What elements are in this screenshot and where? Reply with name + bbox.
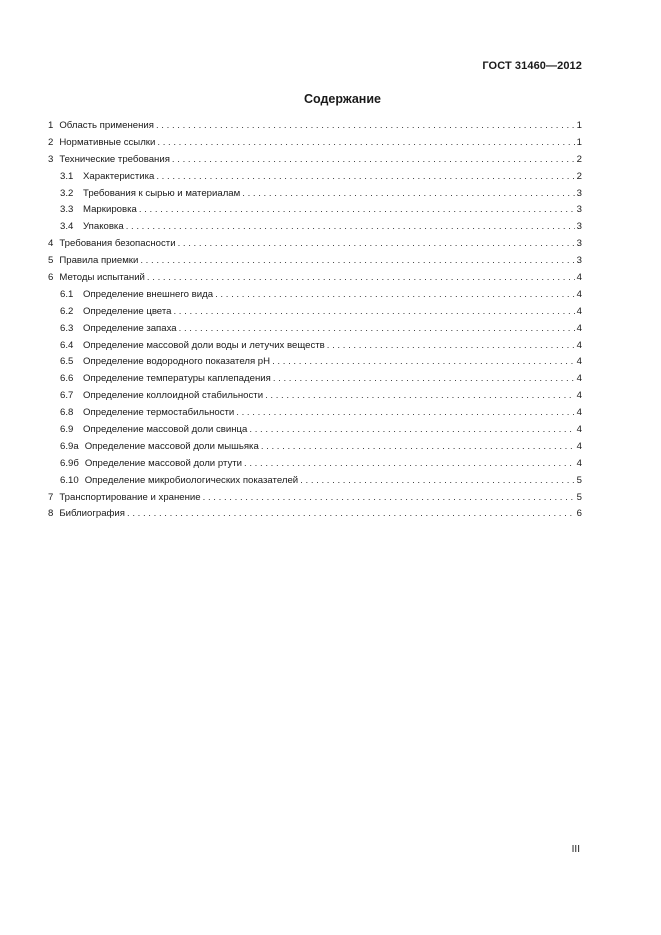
toc-leader-dots [147, 270, 575, 287]
toc-entry-label [48, 152, 170, 169]
toc-entry-label [60, 388, 263, 405]
toc-entry-number: 6.9б [60, 457, 79, 469]
toc-entry-label [60, 439, 259, 456]
toc-entry-page: 4 [576, 424, 582, 436]
toc-entry-page: 4 [576, 457, 582, 469]
toc-leader-dots [273, 371, 575, 388]
toc-leader-dots [215, 287, 575, 304]
toc-entry-label [60, 186, 240, 203]
document-code: ГОСТ 31460—2012 [482, 60, 582, 72]
toc-entry-label [60, 354, 270, 371]
toc-entry-label [48, 253, 138, 270]
toc-entry-page: 4 [576, 288, 582, 300]
toc-entry-page: 4 [576, 440, 582, 452]
toc-entry-page: 5 [576, 491, 582, 503]
toc-entry-text: Определение цвета [83, 305, 172, 317]
toc-entry-page: 3 [576, 187, 582, 199]
toc-entry[interactable] [48, 135, 582, 152]
toc-entry-label [60, 371, 271, 388]
toc-entry-number: 5 [48, 255, 54, 267]
toc-entry[interactable] [48, 219, 582, 236]
toc-entry-page: 4 [576, 407, 582, 419]
toc-entry[interactable] [48, 388, 582, 405]
toc-entry-label [48, 236, 176, 253]
toc-entry-label [60, 219, 124, 236]
toc-entry-text: Определение массовой доли свинца [83, 424, 248, 436]
toc-entry-page: 4 [576, 339, 582, 351]
toc-entry[interactable] [48, 456, 582, 473]
toc-entry-text: Технические требования [59, 153, 170, 165]
toc-entry[interactable] [48, 118, 582, 135]
toc-entry-page: 2 [576, 153, 582, 165]
toc-entry-text: Нормативные ссылки [59, 136, 156, 148]
toc-entry-label [60, 338, 325, 355]
toc-entry-label [60, 473, 298, 490]
toc-entry-label [48, 118, 154, 135]
toc-entry-text: Определение массовой доли мышьяка [84, 440, 259, 452]
toc-entry-text: Определение массовой доли воды и летучих веществ [83, 339, 325, 351]
toc-entry-page: 5 [576, 474, 582, 486]
toc-entry-label [48, 506, 125, 523]
toc-entry-number: 6.3 [60, 322, 74, 334]
toc-entry[interactable] [48, 270, 582, 287]
toc-entry-page: 3 [576, 255, 582, 267]
toc-entry-page: 2 [576, 170, 582, 182]
toc-entry[interactable] [48, 169, 582, 186]
toc-entry-page: 3 [576, 204, 582, 216]
toc-entry-text: Определение коллоидной стабильности [83, 390, 264, 402]
toc-leader-dots [265, 388, 575, 405]
toc-entry-label [60, 405, 234, 422]
toc-entry-label [60, 169, 154, 186]
toc-leader-dots [173, 304, 574, 321]
toc-entry-page: 1 [576, 120, 582, 131]
toc-entry-number: 6.9а [60, 440, 79, 452]
toc-entry[interactable] [48, 506, 582, 523]
toc-entry-page: 4 [576, 390, 582, 402]
toc-entry-text: Маркировка [83, 204, 137, 216]
toc-entry-page: 4 [576, 305, 582, 317]
toc-entry-number: 3 [48, 153, 54, 165]
toc-entry[interactable] [48, 439, 582, 456]
toc-entry-number: 1 [48, 120, 54, 131]
toc-entry-number: 8 [48, 508, 54, 520]
toc-entry-number: 4 [48, 238, 54, 250]
toc-entry-page: 3 [576, 238, 582, 250]
toc-entry-label [48, 490, 201, 507]
toc-entry-text: Определение массовой доли ртути [84, 457, 243, 469]
toc-entry-label [60, 304, 171, 321]
toc-entry-text: Методы испытаний [59, 272, 145, 284]
toc-entry-number: 6.6 [60, 373, 74, 385]
toc-entry-text: Транспортирование и хранение [59, 491, 201, 503]
toc-entry-number: 3.2 [60, 187, 74, 199]
toc-leader-dots [300, 473, 575, 490]
toc-entry-page: 4 [576, 373, 582, 385]
toc-entry[interactable] [48, 152, 582, 169]
toc-leader-dots [179, 321, 575, 338]
toc-entry[interactable] [48, 253, 582, 270]
toc-entry-number: 6.7 [60, 390, 74, 402]
toc-entry[interactable] [48, 338, 582, 355]
toc-title: Содержание [303, 92, 381, 106]
toc-leader-dots [127, 506, 575, 523]
toc-entry-text: Определение внешнего вида [83, 288, 214, 300]
toc-entry-number: 6.8 [60, 407, 74, 419]
toc-entry[interactable] [48, 202, 582, 219]
toc-leader-dots [236, 405, 574, 422]
toc-leader-dots [178, 236, 575, 253]
toc-leader-dots [126, 219, 575, 236]
toc-leader-dots [261, 439, 575, 456]
toc-entry[interactable] [48, 287, 582, 304]
toc-entry-number: 6 [48, 272, 54, 284]
toc-entry[interactable] [48, 304, 582, 321]
toc-leader-dots [157, 135, 574, 152]
toc-entry[interactable] [48, 490, 582, 507]
toc-entry-label [60, 422, 247, 439]
table-of-contents [48, 118, 582, 523]
toc-entry-text: Правила приемки [59, 255, 139, 267]
toc-entry-page: 1 [576, 136, 582, 148]
toc-leader-dots [156, 118, 575, 135]
toc-entry-number: 6.9 [60, 424, 74, 436]
toc-entry-text: Библиография [59, 508, 125, 520]
toc-entry[interactable] [48, 422, 582, 439]
toc-entry-number: 6.5 [60, 356, 74, 368]
toc-entry-text: Определение температуры каплепадения [83, 373, 271, 385]
toc-entry-number: 2 [48, 136, 54, 148]
toc-entry-page: 3 [576, 221, 582, 233]
toc-entry-text: Требования к сырью и материалам [83, 187, 241, 199]
toc-entry-text: Характеристика [83, 170, 155, 182]
toc-entry[interactable] [48, 236, 582, 253]
toc-leader-dots [244, 456, 575, 473]
toc-leader-dots [272, 354, 575, 371]
toc-entry-label [48, 270, 145, 287]
toc-entry-number: 6.4 [60, 339, 74, 351]
toc-leader-dots [140, 253, 574, 270]
toc-entry[interactable] [48, 186, 582, 203]
toc-entry-page: 4 [576, 322, 582, 334]
toc-entry-text: Область применения [59, 120, 154, 131]
toc-leader-dots [327, 338, 575, 355]
toc-entry[interactable] [48, 354, 582, 371]
toc-leader-dots [156, 169, 574, 186]
toc-entry-text: Требования безопасности [59, 238, 176, 250]
toc-entry-label [60, 321, 177, 338]
toc-entry-page: 4 [576, 272, 582, 284]
toc-leader-dots [242, 186, 574, 203]
toc-entry-number: 3.3 [60, 204, 74, 216]
toc-entry[interactable] [48, 405, 582, 422]
toc-entry-number: 3.4 [60, 221, 74, 233]
toc-entry-number: 3.1 [60, 170, 74, 182]
toc-entry-text: Упаковка [83, 221, 124, 233]
toc-entry-label [60, 456, 242, 473]
toc-entry-text: Определение микробиологических показателей [84, 474, 299, 486]
toc-leader-dots [249, 422, 574, 439]
toc-entry-number: 7 [48, 491, 54, 503]
page-number: III [571, 844, 580, 855]
toc-entry-label [48, 135, 155, 152]
toc-entry-label [60, 287, 213, 304]
toc-entry-number: 6.10 [60, 474, 79, 486]
toc-entry[interactable] [48, 473, 582, 490]
toc-leader-dots [203, 490, 575, 507]
toc-entry-text: Определение термостабильности [83, 407, 235, 419]
toc-entry-page: 4 [576, 356, 582, 368]
toc-entry-number: 6.1 [60, 288, 74, 300]
toc-entry-label [60, 202, 137, 219]
toc-leader-dots [139, 202, 575, 219]
toc-entry-number: 6.2 [60, 305, 74, 317]
toc-entry[interactable] [48, 371, 582, 388]
toc-leader-dots [172, 152, 575, 169]
toc-entry[interactable] [48, 321, 582, 338]
toc-entry-text: Определение запаха [83, 322, 177, 334]
toc-entry-text: Определение водородного показателя pH [83, 356, 271, 368]
toc-entry-page: 6 [576, 508, 582, 520]
